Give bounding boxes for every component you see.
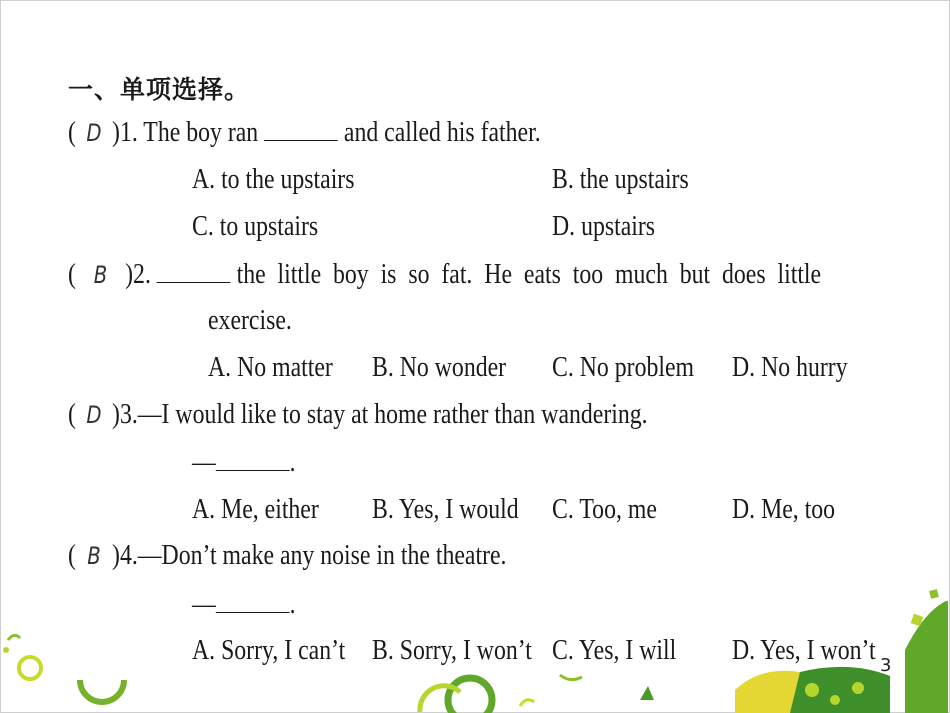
page-number: 3 bbox=[880, 655, 892, 676]
answer-2: B bbox=[93, 261, 108, 289]
option-b[interactable]: B. the upstairs bbox=[552, 163, 689, 195]
reply-dash: — bbox=[192, 446, 216, 478]
option-a[interactable]: A. Me, either bbox=[192, 493, 319, 525]
section-title: 一、单项选择。 bbox=[68, 75, 251, 104]
paren-open: ( bbox=[68, 398, 76, 430]
question-1-stem bbox=[68, 114, 541, 150]
option-a[interactable]: A. to the upstairs bbox=[192, 163, 355, 195]
answer-4: B bbox=[87, 542, 101, 570]
question-4-stem bbox=[68, 538, 506, 573]
paren-close: ) bbox=[112, 539, 120, 571]
stem-text: and called his father. bbox=[343, 116, 541, 148]
option-a[interactable]: A. Sorry, I can’t bbox=[192, 634, 346, 666]
answer-blank[interactable] bbox=[216, 586, 290, 613]
option-c[interactable]: C. Too, me bbox=[552, 493, 657, 525]
question-2-stem bbox=[68, 256, 821, 292]
answer-blank[interactable] bbox=[264, 114, 338, 141]
option-d[interactable]: D. Me, too bbox=[732, 493, 836, 525]
question-3-reply bbox=[192, 444, 296, 479]
question-number: 4. bbox=[119, 539, 138, 571]
answer-1: D bbox=[86, 119, 102, 147]
paren-close: ) bbox=[125, 258, 134, 290]
stem-text: The boy ran bbox=[143, 116, 259, 148]
question-3-stem bbox=[68, 397, 648, 432]
option-c[interactable]: C. to upstairs bbox=[192, 210, 319, 242]
option-d[interactable]: D. No hurry bbox=[732, 351, 848, 383]
bottom-center-ornament bbox=[420, 675, 654, 713]
option-c[interactable]: C. No problem bbox=[552, 351, 695, 383]
paren-open: ( bbox=[68, 116, 76, 148]
question-number: 1. bbox=[119, 116, 138, 148]
answer-blank[interactable] bbox=[216, 444, 290, 471]
option-d[interactable]: D. Yes, I won’t bbox=[732, 634, 876, 666]
paren-open: ( bbox=[68, 539, 76, 571]
option-d[interactable]: D. upstairs bbox=[552, 210, 656, 242]
question-number: 3. bbox=[119, 398, 138, 430]
stem-text: the little boy is so fat. He eats too much but does little bbox=[236, 258, 822, 290]
paren-close: ) bbox=[112, 398, 120, 430]
option-b[interactable]: B. Sorry, I won’t bbox=[372, 634, 532, 666]
answer-3: D bbox=[86, 401, 102, 429]
question-4-reply bbox=[192, 586, 296, 621]
paren-close: ) bbox=[112, 116, 120, 148]
option-b[interactable]: B. No wonder bbox=[372, 351, 507, 383]
reply-dash: — bbox=[192, 588, 216, 620]
answer-blank[interactable] bbox=[157, 256, 231, 283]
question-2-continuation: exercise. bbox=[208, 304, 292, 336]
bottom-left-ornament bbox=[3, 635, 124, 702]
reply-end: . bbox=[289, 588, 296, 620]
option-a[interactable]: A. No matter bbox=[208, 351, 333, 383]
option-c[interactable]: C. Yes, I will bbox=[552, 634, 677, 666]
stem-text: —Don’t make any noise in the theatre. bbox=[137, 539, 507, 571]
stem-text: —I would like to stay at home rather than wandering. bbox=[137, 398, 648, 430]
question-number: 2. bbox=[133, 258, 151, 290]
reply-end: . bbox=[289, 446, 296, 478]
option-b[interactable]: B. Yes, I would bbox=[372, 493, 519, 525]
paren-open: ( bbox=[68, 258, 76, 290]
